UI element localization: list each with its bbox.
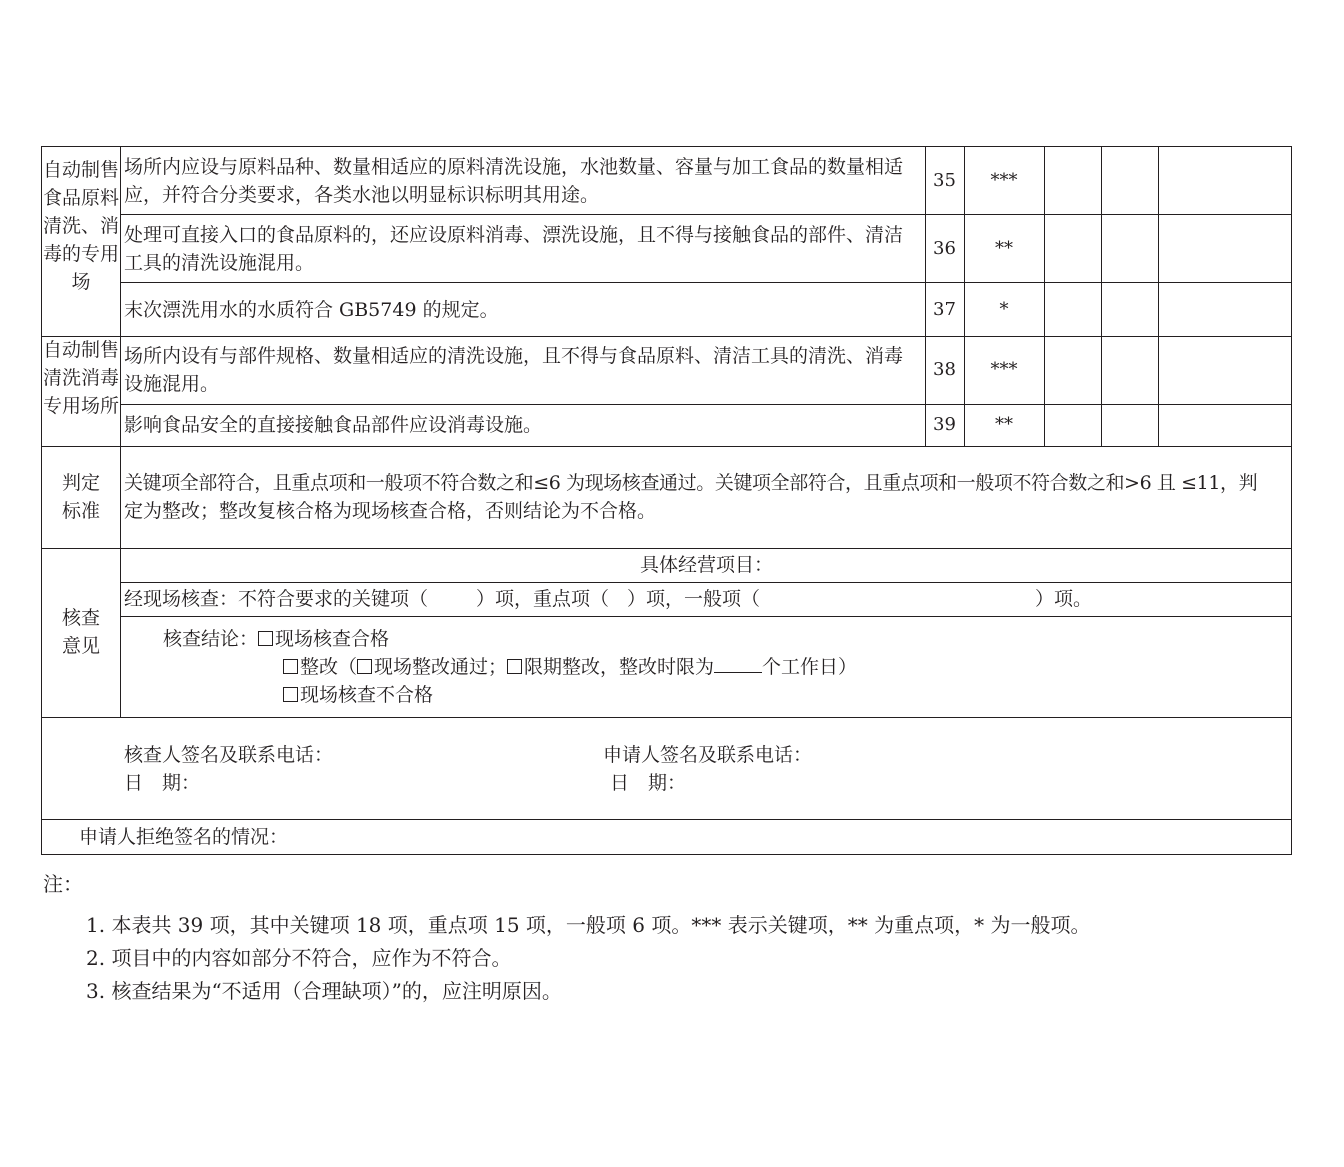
- conclusion-label: 核查结论：: [163, 628, 259, 650]
- item-text: 工具的清洗设施混用。: [124, 252, 315, 274]
- category-label: 自动制售食品原料清洗、消毒的专用场: [42, 159, 119, 293]
- notes-heading: 注：: [43, 872, 83, 896]
- row-divider: [41, 819, 1292, 820]
- column-divider: [1044, 146, 1045, 446]
- option-rectify-label: 整改（: [300, 656, 358, 678]
- conclusion-line: [163, 625, 389, 653]
- criteria-text: 关键项全部符合，且重点项和一般项不符合数之和≤6 为现场核查通过。关键项全部符合，且重点项和一般项不符合数之和>6 且 ≤11，判: [124, 472, 1258, 494]
- opinion-label: 核查意见: [61, 607, 100, 657]
- item-text: 末次漂洗用水的水质符合 GB5749 的规定。: [124, 299, 499, 321]
- row-divider: [120, 616, 1292, 617]
- criteria-label: 判定标准: [61, 472, 100, 522]
- tally-text: ）项。: [1035, 588, 1093, 610]
- option-deadline-label: 限期整改，整改时限为: [524, 656, 715, 678]
- checkbox-rectify[interactable]: [283, 659, 298, 674]
- item-text: 场所内设有与部件规格、数量相适应的清洗设施，且不得与食品原料、清洁工具的清洗、消毒: [124, 345, 904, 367]
- inspector-date-label: 日 期：: [124, 772, 201, 794]
- rectify-line: [283, 653, 857, 681]
- checkbox-onsite-rectify[interactable]: [357, 659, 372, 674]
- option-fail-label: 现场核查不合格: [300, 684, 434, 706]
- item-number: 37: [933, 299, 956, 320]
- row-divider: [120, 582, 1292, 583]
- option-workday-label: 个工作日）: [762, 656, 858, 678]
- item-level: *: [999, 299, 1009, 320]
- inspector-signature-label: 核查人签名及联系电话：: [124, 744, 334, 766]
- item-text: 处理可直接入口的食品原料的，还应设原料消毒、漂洗设施，且不得与接触食品的部件、清洁: [124, 224, 904, 246]
- note-item: 1. 本表共 39 项，其中关键项 18 项，重点项 15 项，一般项 6 项。*** 表示关键项，** 为重点项，* 为一般项。: [86, 913, 1091, 937]
- row-divider: [120, 214, 1292, 215]
- item-number: 38: [933, 359, 956, 380]
- row-divider: [120, 404, 1292, 405]
- note-item: 2. 项目中的内容如部分不符合，应作为不符合。: [86, 946, 512, 970]
- row-divider: [41, 548, 1292, 549]
- row-divider: [41, 717, 1292, 718]
- deadline-days-blank[interactable]: [714, 658, 762, 673]
- item-level: **: [995, 414, 1013, 435]
- tally-line: [124, 585, 1092, 613]
- refusal-label: 申请人拒绝签名的情况：: [79, 826, 289, 848]
- item-level: ***: [990, 359, 1018, 380]
- row-divider: [41, 336, 1292, 337]
- business-scope: 具体经营项目：: [640, 554, 774, 576]
- note-item: 3. 核查结果为“不适用（合理缺项）”的，应注明原因。: [86, 979, 562, 1003]
- category-label: 自动制售清洗消毒专用场所: [42, 339, 119, 417]
- checkbox-fail[interactable]: [283, 687, 298, 702]
- tally-text: ）项，重点项（: [476, 588, 610, 610]
- item-number: 39: [933, 414, 956, 435]
- item-level: **: [995, 238, 1013, 259]
- option-onsite-rectify-label: 现场整改通过；: [374, 656, 508, 678]
- item-text: 影响食品安全的直接接触食品部件应设消毒设施。: [124, 414, 543, 436]
- tally-text: 经现场核查：不符合要求的关键项（: [124, 588, 429, 610]
- option-pass-label: 现场核查合格: [275, 628, 390, 650]
- row-divider: [120, 282, 1292, 283]
- item-text: 应，并符合分类要求，各类水池以明显标识标明其用途。: [124, 184, 600, 206]
- column-divider: [1101, 146, 1102, 446]
- checkbox-pass[interactable]: [258, 631, 273, 646]
- criteria-text: 定为整改；整改复核合格为现场核查合格，否则结论为不合格。: [124, 500, 657, 522]
- item-number: 35: [933, 170, 956, 191]
- fail-line: [283, 681, 433, 709]
- applicant-date-label: 日 期：: [610, 772, 687, 794]
- item-number: 36: [933, 238, 956, 259]
- tally-text: ）项，一般项（: [627, 588, 761, 610]
- item-text: 设施混用。: [124, 373, 220, 395]
- item-text: 场所内应设与原料品种、数量相适应的原料清洗设施，水池数量、容量与加工食品的数量相适: [124, 156, 904, 178]
- row-divider: [41, 446, 1292, 447]
- column-divider: [1158, 146, 1159, 446]
- applicant-signature-label: 申请人签名及联系电话：: [603, 744, 813, 766]
- checkbox-deadline-rectify[interactable]: [507, 659, 522, 674]
- column-divider: [120, 146, 121, 717]
- item-level: ***: [990, 170, 1018, 191]
